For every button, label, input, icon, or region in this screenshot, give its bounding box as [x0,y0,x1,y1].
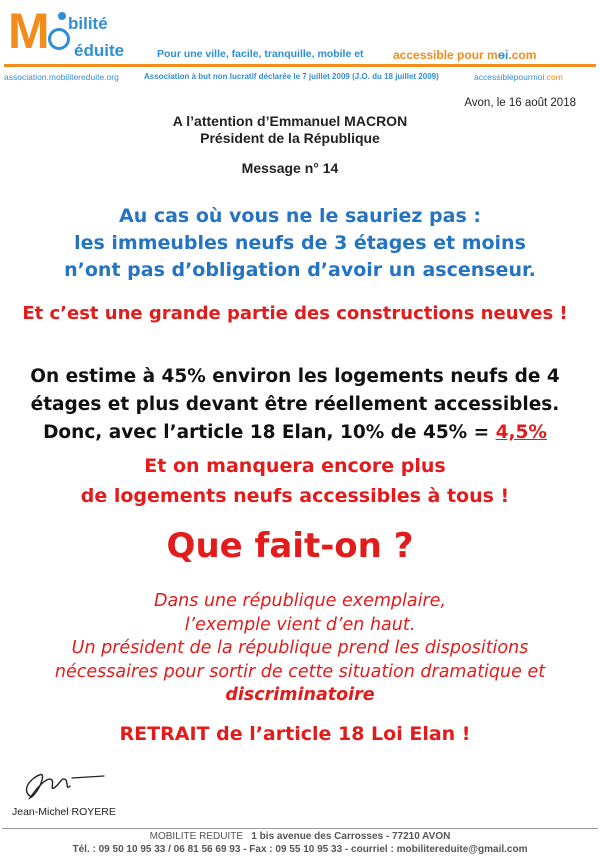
estimate-calc-text: Donc, avec l’article 18 Elan, 10% de 45% = [43,422,496,443]
wheelchair-user-head-icon [58,12,66,20]
recipient-role: Président de la République [200,130,380,146]
header-divider [4,64,596,67]
slogan-accent-mid: ɵi [497,48,509,62]
headline: Que fait-on ? [166,526,414,566]
estimate-line: On estime à 45% environ les logements neufs de 4 [30,366,560,387]
signer-name: Jean-Michel ROYERE [12,806,116,818]
emphasis-line: Et c’est une grande partie des constructions neuves ! [22,303,568,324]
attention-line: A l’attention d’Emmanuel MACRON [172,113,408,129]
message-number: Message n° 14 [241,160,339,176]
footer-street: 1 bis avenue des Carrosses - 77210 AVON [251,831,451,842]
site-right-start: accessiblepourmoi [474,72,545,82]
footer-contact: Tél. : 09 50 10 95 33 / 06 81 56 69 93 - Fax : 09 55 10 95 33 - courriel : mobilitereduite@gmail.com [72,844,528,855]
logo [8,3,148,64]
site-right-end: .com [544,72,563,82]
intro-line: Au cas où vous ne le sauriez pas : [118,205,482,227]
footer-address [0,831,600,842]
slogan-accent-start: accessible pour m [393,48,498,62]
estimate-line-calc [0,419,590,447]
handwritten-signature [18,766,108,802]
site-link-left[interactable]: association.mobilitereduite.org [4,72,119,82]
logo-m: M [8,3,48,59]
intro-line: n’ont pas d’obligation d’avoir un ascenseur. [64,259,536,281]
consequence-block [0,451,590,511]
slogan: Pour une ville, facile, tranquille, mobile et [157,48,364,60]
appeal-keyword: discriminatoire [225,685,375,705]
appeal-line: Dans une république exemplaire, [153,591,447,611]
slogan-accent-end: .com [508,48,537,62]
logo-word-2: éduite [74,41,125,60]
estimate-block [0,363,590,447]
estimate-line: étages et plus devant être réellement accessibles. [30,394,560,415]
legal-note: Association à but non lucratif déclarée le 7 juillet 2009 (J.O. du 18 juillet 2009) [144,72,439,81]
percent-result: 4,5% [495,422,547,443]
slogan-accent [393,48,536,62]
site-link-right[interactable] [474,72,563,82]
footer-divider [2,828,598,829]
logo-word-1: bilité [68,14,108,33]
demand-line: RETRAIT de l’article 18 Loi Elan ! [119,723,471,745]
intro-block [0,203,600,284]
place-date: Avon, le 16 août 2018 [464,97,576,109]
consequence-line: de logements neufs accessibles à tous ! [80,485,510,507]
wheelchair-icon [48,28,70,50]
consequence-line: Et on manquera encore plus [144,455,446,477]
appeal-line: nécessaires pour sortir de cette situation dramatique et [54,661,546,682]
intro-line: les immeubles neufs de 3 étages et moins [74,232,526,254]
appeal-line: l’exemple vient d’en haut. [184,614,416,635]
appeal-line: Un président de la république prend les dispositions [71,638,529,658]
footer-org: MOBILITE REDUITE [149,831,243,842]
appeal-block [0,590,600,708]
